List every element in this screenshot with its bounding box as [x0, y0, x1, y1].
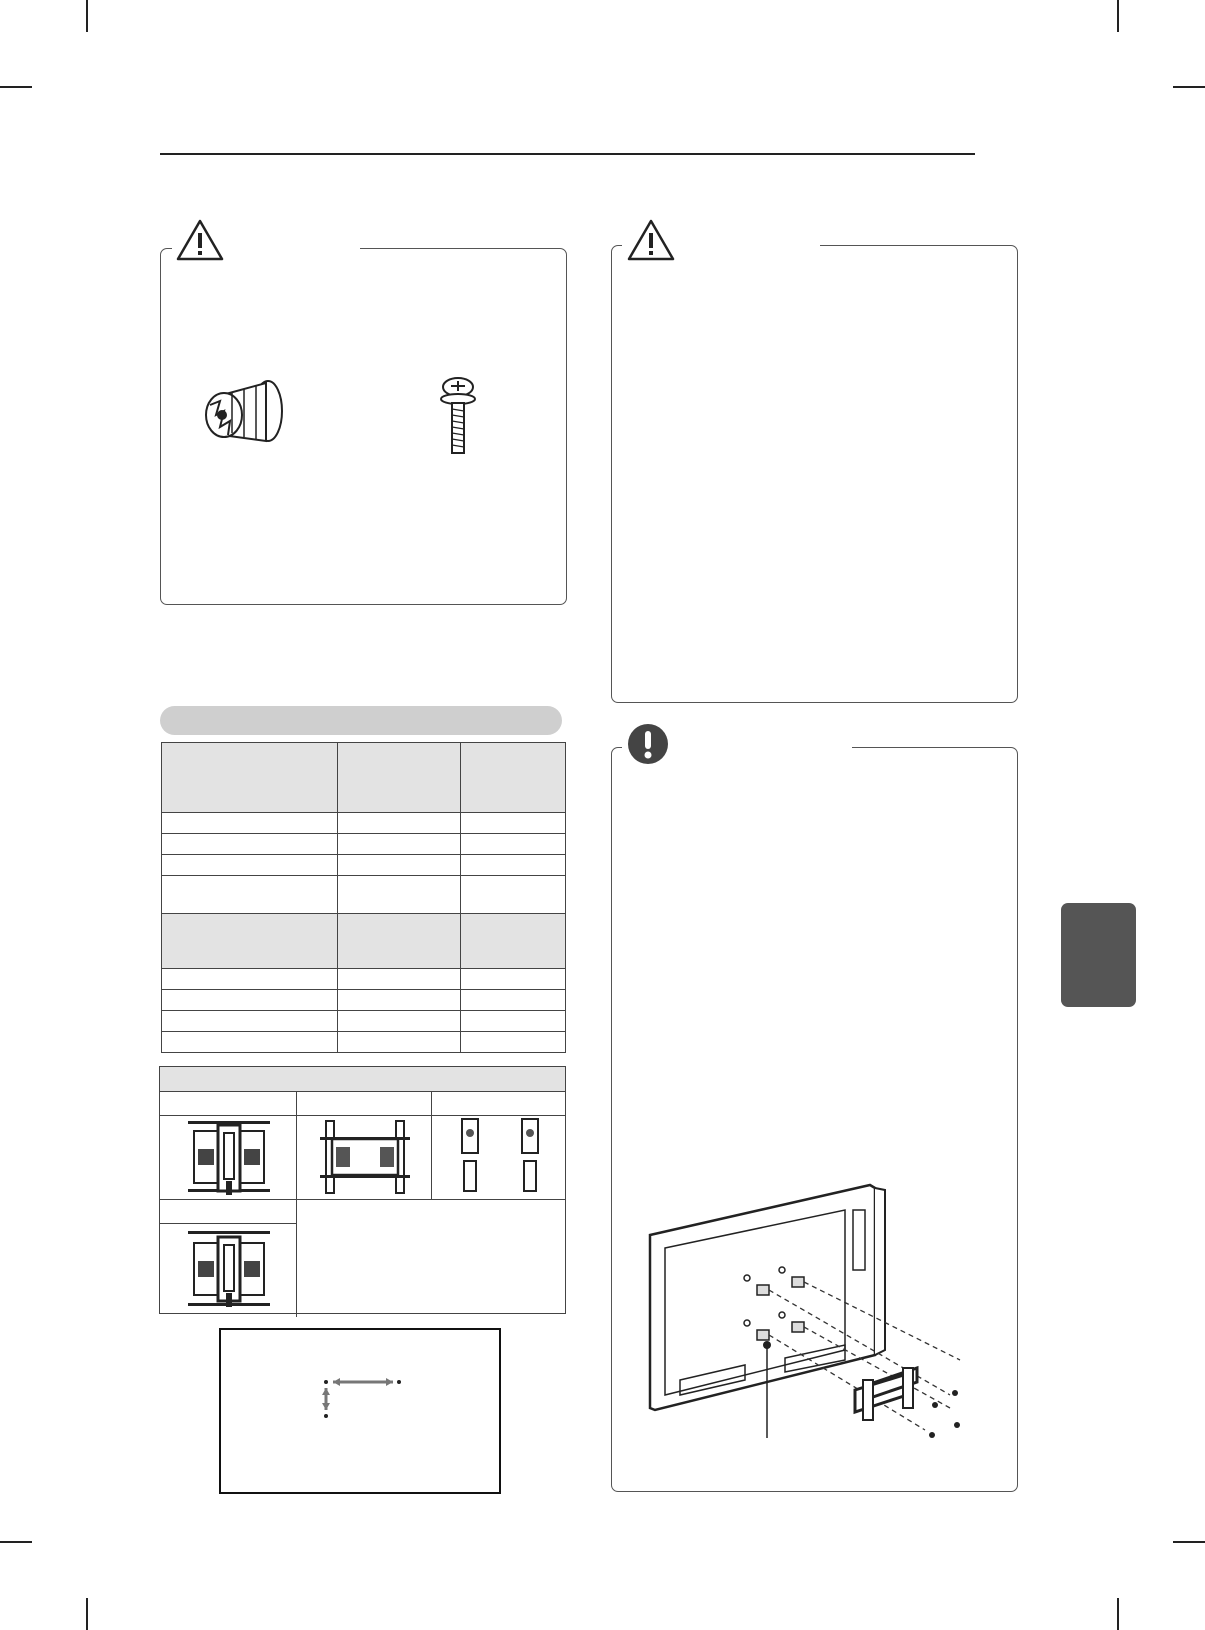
table-row [162, 855, 566, 876]
crop-mark [1117, 1598, 1119, 1630]
table-row [162, 876, 566, 914]
table-row [162, 834, 566, 855]
right-caution-box [611, 245, 1018, 703]
wall-mount-bracket-wide-icon [320, 1119, 410, 1195]
table-row [162, 990, 566, 1011]
wall-mount-bracket-icon [188, 1229, 270, 1309]
warning-triangle-icon [175, 218, 225, 262]
table-header-row [162, 743, 566, 813]
bracket-table [159, 1066, 566, 1314]
wall-mount-screw-icon [438, 375, 478, 457]
warning-triangle-icon [626, 218, 676, 262]
spec-table [161, 742, 566, 1053]
gray-heading-pill [160, 706, 562, 735]
crop-mark [86, 1598, 88, 1630]
wall-mount-clip-icon [458, 1117, 548, 1199]
section-tab [1061, 903, 1136, 1007]
exclamation-circle-icon [626, 722, 670, 766]
crop-mark [86, 0, 88, 32]
crop-mark [0, 1541, 32, 1543]
wall-mount-bracket-icon [188, 1119, 270, 1195]
table-row [162, 813, 566, 834]
crop-mark [1117, 0, 1119, 32]
table-row [162, 1011, 566, 1032]
table-header-row [162, 914, 566, 969]
spacer-bolt-icon [200, 375, 290, 450]
table-row [162, 969, 566, 990]
table-row [162, 1032, 566, 1053]
crop-mark [0, 86, 32, 88]
crop-mark [1173, 1541, 1205, 1543]
header-rule [160, 153, 975, 155]
crop-mark [1173, 86, 1205, 88]
vesa-dimension-diagram [219, 1328, 501, 1494]
tv-wall-mount-assembly-illustration [645, 1180, 995, 1440]
